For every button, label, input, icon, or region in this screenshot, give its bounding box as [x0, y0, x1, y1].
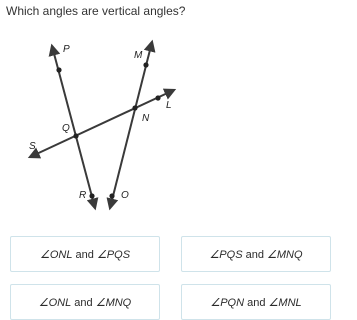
choice-1-and: and [75, 248, 94, 261]
label-r: R [79, 190, 87, 201]
answer-choice-3-text [39, 296, 132, 309]
answer-choice-4[interactable] [181, 284, 331, 320]
point-l [155, 95, 160, 100]
answer-choice-2[interactable] [181, 236, 331, 272]
line-sl [30, 90, 174, 157]
point-q [73, 133, 78, 138]
choice-2-and: and [245, 248, 264, 261]
point-r [89, 193, 94, 198]
label-o: O [121, 190, 129, 201]
geometry-figure [0, 20, 357, 225]
answer-choice-1[interactable] [10, 236, 160, 272]
label-m: M [134, 50, 143, 61]
choice-2-angle-b: ∠MNQ [267, 248, 303, 261]
choice-3-angle-b: ∠MNQ [95, 296, 132, 309]
answer-choice-3[interactable] [10, 284, 160, 320]
answer-choice-4-text [210, 296, 301, 309]
choice-2-angle-a: ∠PQS [209, 248, 243, 261]
choice-1-angle-a: ∠ONL [39, 248, 73, 261]
choice-3-angle-a: ∠ONL [38, 296, 72, 309]
point-p [56, 67, 61, 72]
question-text: Which angles are vertical angles? [6, 4, 186, 18]
choice-1-angle-b: ∠PQS [96, 248, 131, 261]
point-m [143, 62, 148, 67]
label-l: L [166, 100, 172, 111]
choice-3-and: and [74, 296, 93, 309]
label-q: Q [62, 123, 70, 134]
answer-choice-2-text [209, 248, 302, 261]
geometry-diagram [0, 20, 357, 225]
label-p: P [63, 44, 70, 55]
choice-4-and: and [247, 296, 266, 309]
choice-4-angle-b: ∠MNL [268, 296, 302, 309]
choice-4-angle-a: ∠PQN [210, 296, 245, 309]
label-s: S [29, 141, 36, 152]
label-n: N [142, 113, 150, 124]
point-n [132, 105, 137, 110]
answer-choice-1-text [40, 248, 130, 261]
point-o [109, 193, 114, 198]
